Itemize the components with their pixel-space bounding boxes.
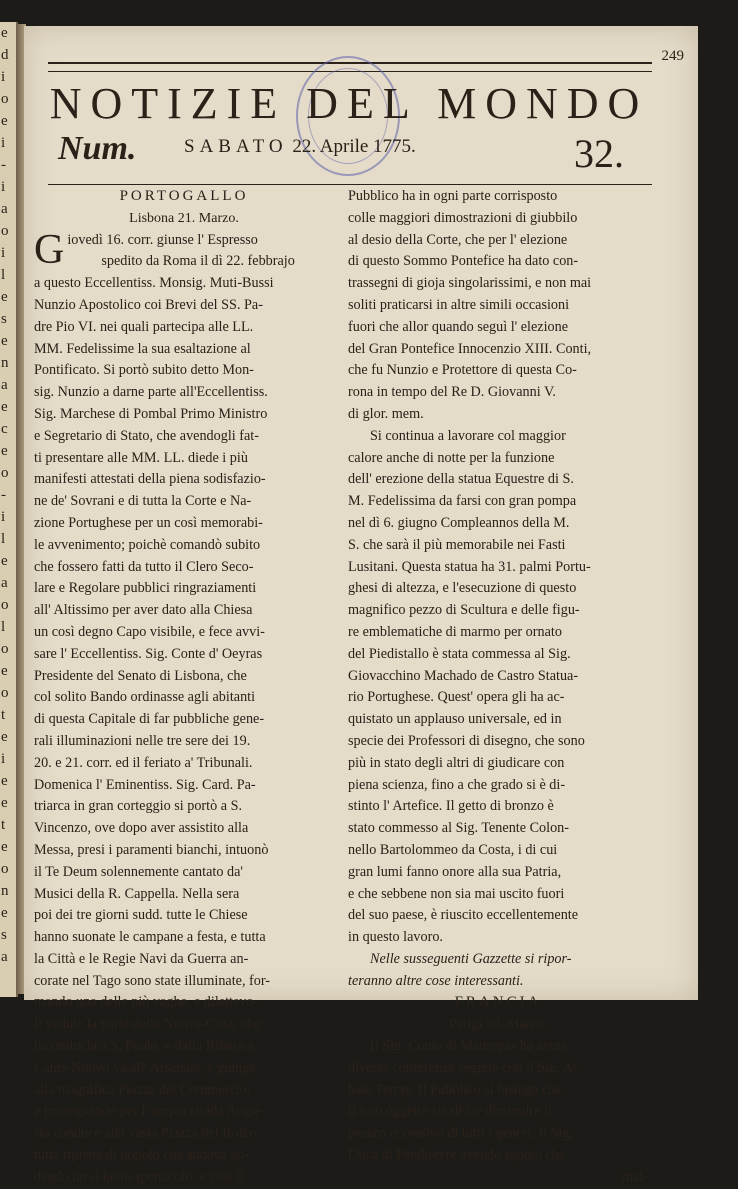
text-line: Nelle susseguenti Gazzette si ripor- <box>370 950 572 967</box>
adjacent-page-fragment: n <box>1 883 9 899</box>
adjacent-page-fragment: a <box>1 377 8 393</box>
adjacent-page-fragment: i <box>1 135 6 151</box>
adjacent-page-fragment: s <box>1 311 7 327</box>
text-line: 20. e 21. corr. ed il feriato a' Tribunali. <box>34 754 253 771</box>
text-line: sare l' Eccellentiss. Sig. Conte d' Oeyras <box>34 645 263 662</box>
adjacent-page-fragment: o <box>1 91 9 107</box>
text-line: dell' erezione della statua Equestre di S. <box>348 471 574 488</box>
text-line: un così degno Capo visibile, e fece avvi- <box>34 623 265 640</box>
adjacent-page-fragment: - <box>1 487 6 503</box>
text-line: stinto l' Artefice. Il getto di bronzo è <box>348 798 554 815</box>
adjacent-page-fragment: l <box>1 267 6 283</box>
adjacent-page-fragment: o <box>1 685 9 701</box>
adjacent-page-fragment: a <box>1 201 8 217</box>
text-line: tutta ripiena di popolo che andava go- <box>34 1147 250 1164</box>
adjacent-page-fragment: e <box>1 905 8 921</box>
text-line: re emblematiche di marmo per ornato <box>348 623 562 640</box>
text-line: colle maggiori dimostrazioni di giubbilo <box>348 209 578 226</box>
text-line: al desio della Corte, che per l' elezione <box>348 231 568 248</box>
text-line: quistato un applauso universale, ed in <box>348 711 562 728</box>
text-line: Vincenzo, ove dopo aver assistito alla <box>34 820 249 837</box>
adjacent-page-fragment: e <box>1 25 8 41</box>
paris-article <box>348 1036 648 1167</box>
text-line: spedito da Roma il dì 22. febbrajo <box>101 253 295 270</box>
text-line: Lusitani. Questa statua ha 31. palmi Portu- <box>348 558 591 575</box>
text-line: il loro oggetto sia di far diminuire il <box>348 1103 552 1120</box>
adjacent-page-fragment: o <box>1 597 9 613</box>
right-column <box>348 186 648 1189</box>
text-line: teranno altre cose interessanti. <box>348 972 524 989</box>
text-line: rio Portughese. Quest' opera gli ha ac- <box>348 689 565 706</box>
adjacent-page-fragment: t <box>1 707 6 723</box>
text-line: dendo un sì bello spettacolo; e così il <box>34 1168 245 1185</box>
adjacent-page-fragment: e <box>1 399 8 415</box>
adjacent-page-fragment: d <box>1 47 9 63</box>
issue-date-text: 22. Aprile 1775. <box>292 136 416 157</box>
text-line: rali illuminazioni nelle tre sere dei 19. <box>34 732 251 749</box>
text-line: Il Sig. Conte di Maurepas ha avute <box>370 1038 568 1055</box>
text-line: mando una delle più vaghe, e dilettevo- <box>34 994 259 1011</box>
text-line: manifesti attestati della piena sodisfazio- <box>34 471 266 488</box>
issue-number: 32. <box>574 131 624 176</box>
adjacent-page-fragment: o <box>1 465 9 481</box>
newspaper-page <box>24 26 698 1185</box>
text-line: bate Terray. Il Pubblico si lusinga che <box>348 1081 562 1098</box>
adjacent-page-fragment: o <box>1 861 9 877</box>
text-line: Musici della R. Cappella. Nella sera <box>34 885 240 902</box>
text-line: Sig. Marchese di Pombal Primo Ministro <box>34 405 268 422</box>
text-line: gran lumi fanno onore alla sua Patria, <box>348 863 562 880</box>
text-line: sta conduce alla vasta Piazza del Roico <box>34 1125 257 1142</box>
section-heading-portogallo: PORTOGALLO <box>119 188 249 204</box>
text-line: Domenica l' Eminentiss. Sig. Card. Pa- <box>34 776 256 793</box>
header-rule <box>48 184 652 185</box>
adjacent-page-fragment: e <box>1 839 8 855</box>
adjacent-page-fragment: e <box>1 289 8 305</box>
text-line: calore anche di notte per la funzione <box>348 449 555 466</box>
right-article-continuation <box>348 186 648 426</box>
text-line: in questo lavoro. <box>348 929 443 946</box>
text-line: fuori che allor quando seguì l' elezione <box>348 318 569 335</box>
text-line: zione Portughese per un così memorabi- <box>34 514 263 531</box>
text-line: ghesi di altezza, e l'esecuzione di questo <box>348 580 577 597</box>
text-line: hanno suonate le campane a festa, e tutta <box>34 929 266 946</box>
text-line: triarca in gran corteggio si portò a S. <box>34 798 243 815</box>
text-line: stato commesso al Sig. Tenente Colon- <box>348 820 569 837</box>
text-line: col solito Bando ordinasse agli abitanti <box>34 689 256 706</box>
adjacent-page-fragment: e <box>1 729 8 745</box>
adjacent-page-fragment: n <box>1 355 9 371</box>
text-line: Presidente del Senato di Lisbona, che <box>34 667 247 684</box>
text-line: prezzo eccessivo di tutti i generi. Il Sig. <box>348 1125 573 1142</box>
adjacent-page-fragment: i <box>1 509 6 525</box>
text-line: incomincia a S. Paolo, e dalla Ribera a <box>34 1038 254 1055</box>
drop-cap: G <box>34 226 65 273</box>
adjacent-page-fragment: l <box>1 531 6 547</box>
text-line: diverse conferenze segrete con il Sig. A- <box>348 1059 578 1076</box>
dateline-parigi: Parigi 30. Marzo. <box>449 1017 547 1033</box>
text-line: a questo Eccellentiss. Monsig. Muti-Bussi <box>34 275 274 292</box>
statue-article <box>348 426 648 949</box>
text-line: di questo Sommo Pontefice ha dato con- <box>348 253 579 270</box>
masthead-title: NOTIZIE DEL MONDO <box>49 79 649 128</box>
text-line: la Città e le Regie Navi da Guerra an- <box>34 950 249 967</box>
adjacent-page-fragment: s <box>1 927 7 943</box>
text-line: S. che sarà il più memorabile nei Fasti <box>348 536 566 553</box>
text-line: alla magnifica Piazza del Commercio, <box>34 1081 251 1098</box>
adjacent-page-fragment: - <box>1 157 6 173</box>
text-line: li vedute la parte della Nuova-Città, che <box>34 1016 261 1033</box>
adjacent-page-fragment: o <box>1 641 9 657</box>
text-line: ti presentare alle MM. LL. diede i più <box>34 449 248 466</box>
adjacent-page-fragment: o <box>1 223 9 239</box>
text-line: sig. Nunzio a darne parte all'Eccellentiss. <box>34 384 268 401</box>
num-label: Num. <box>58 130 137 167</box>
text-line: trassegni di gioja singolarissimi, e non mai <box>348 275 592 292</box>
adjacent-page-fragment: e <box>1 333 8 349</box>
adjacent-page-fragment: e <box>1 663 8 679</box>
text-line: all' Altissimo per aver dato alla Chiesa <box>34 602 253 619</box>
text-line: Cahis-Nuovo và all' Arsenale, e giunge <box>34 1059 256 1076</box>
text-line: poi dei tre giorni sudd. tutte le Chiese <box>34 907 248 924</box>
catchword: mal- <box>622 1168 648 1185</box>
text-line: rona in tempo del Re D. Giovanni V. <box>348 384 556 401</box>
text-line: M. Fedelissima da farsi con gran pompa <box>348 493 577 510</box>
editorial-note <box>348 949 648 993</box>
issue-date <box>184 136 544 158</box>
text-line: specie dei Professori di disegno, che sono <box>348 732 585 749</box>
dateline-lisbona: Lisbona 21. Marzo. <box>129 210 239 226</box>
adjacent-page-fragment: e <box>1 795 8 811</box>
text-line: dre Pio VI. nei quali partecipa alle LL. <box>34 318 254 335</box>
text-line: lare e Regolare pubblici ringraziamenti <box>34 580 257 597</box>
text-line: che fossero fatti da tutto il Clero Seco- <box>34 558 254 575</box>
adjacent-page-fragment: i <box>1 245 6 261</box>
section-heading-francia: FRANCIA <box>454 994 542 1011</box>
text-line: del Piedistallo è stata commessa al Sig. <box>348 645 571 662</box>
text-line: Messa, presi i paramenti bianchi, intuonò <box>34 841 269 858</box>
text-line: Nunzio Apostolico coi Brevi del SS. Pa- <box>34 296 263 313</box>
adjacent-page-fragment: t <box>1 817 6 833</box>
text-line: del suo paese, è riuscito eccellentemente <box>348 907 579 924</box>
adjacent-page-fragment: e <box>1 553 8 569</box>
text-line: di glor. mem. <box>348 405 424 422</box>
text-line: il Te Deum solennemente cantato da' <box>34 863 243 880</box>
text-line-content: iovedì 16. corr. giunse l' Espresso <box>67 231 258 248</box>
left-column <box>34 186 334 1189</box>
text-line: MM. Fedelissime la sua esaltazione al <box>34 340 251 357</box>
adjacent-page-fragment: a <box>1 949 8 965</box>
adjacent-page-fragment: i <box>1 179 6 195</box>
text-line: magnifico pezzo di Scultura e delle figu- <box>348 602 580 619</box>
text-line: più in stato degli altri di giudicare con <box>348 754 565 771</box>
text-line: di questa Capitale di far pubbliche gene- <box>34 711 265 728</box>
text-line: e proseguendo per l' ampia strada Augu- <box>34 1103 263 1120</box>
text-line: Si continua a lavorare col maggior <box>370 427 566 444</box>
adjacent-page-fragment: i <box>1 751 6 767</box>
text-line: piena scienza, fino a che grado si è di- <box>348 776 566 793</box>
text-line: corate nel Tago sono state illuminate, for- <box>34 972 271 989</box>
adjacent-page-fragment: c <box>1 421 8 437</box>
adjacent-page-fragment: i <box>1 69 6 85</box>
adjacent-page-fragment: e <box>1 773 8 789</box>
adjacent-page-fragment: a <box>1 575 8 591</box>
text-line: ne de' Sovrani e di tutta la Corte e Na- <box>34 493 252 510</box>
adjacent-page-fragment: e <box>1 443 8 459</box>
text-line: nello Bartolommeo da Costa, i di cui <box>348 841 558 858</box>
text-line: Giovacchino Machado de Castro Statua- <box>348 667 579 684</box>
text-line: soliti praticarsi in altre simili occasioni <box>348 296 570 313</box>
text-line: Pubblico ha in ogni parte corrisposto <box>348 188 558 204</box>
text-line: Pontificato. Si portò subito detto Mon- <box>34 362 254 379</box>
adjacent-page-fragment: e <box>1 113 8 129</box>
text-line: e che sebbene non sia mai uscito fuori <box>348 885 565 902</box>
text-line: Duca di Penthievre avendo saputo che <box>348 1147 566 1164</box>
text-line: nel dì 6. giugno Compleannos della M. <box>348 514 570 531</box>
issue-day: SABATO <box>184 136 288 157</box>
adjacent-page-fragment: l <box>1 619 6 635</box>
page-number: 249 <box>661 48 684 64</box>
text-line: che fu Nunzio e Protettore di questa Co- <box>348 362 577 379</box>
text-line: del Gran Pontefice Innocenzio XIII. Conti, <box>348 340 592 357</box>
text-line: le avvenimento; poichè comandò subito <box>34 536 261 553</box>
left-article-body <box>34 226 334 1189</box>
text-line: e Segretario di Stato, che avendogli fat- <box>34 427 259 444</box>
